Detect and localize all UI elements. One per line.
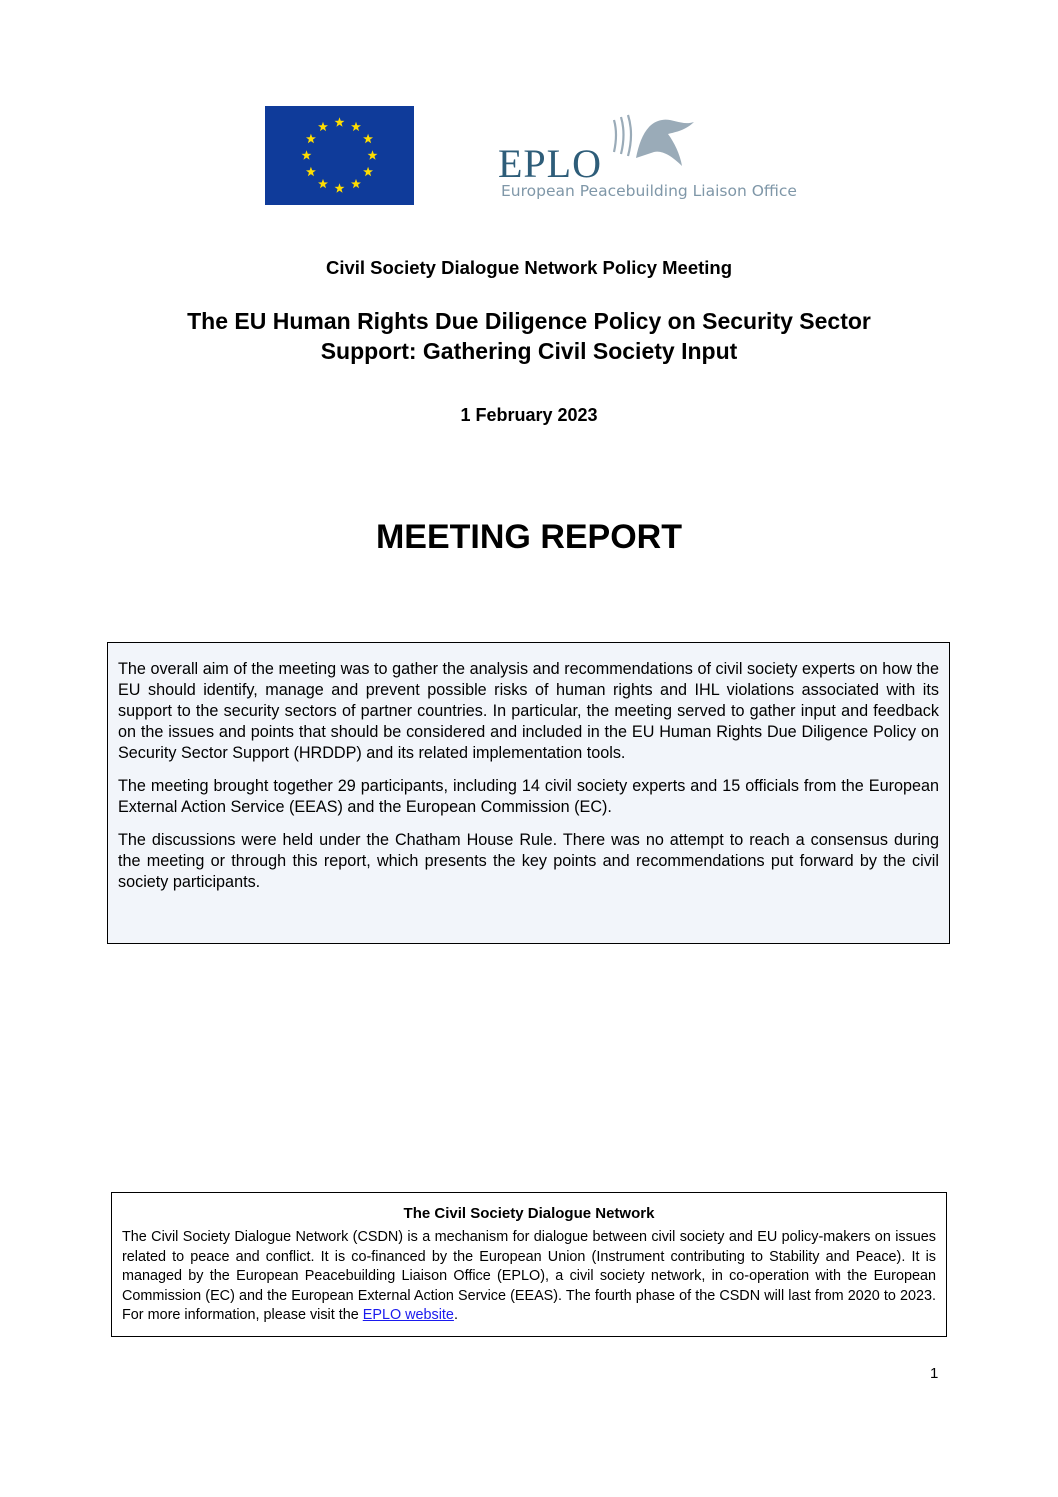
- report-title-line-2: Support: Gathering Civil Society Input: [320, 338, 738, 364]
- eu-star-icon: [351, 179, 361, 188]
- report-title-line-1: The EU Human Rights Due Diligence Policy on Security Sector: [187, 308, 871, 334]
- meeting-date: 1 February 2023: [460, 405, 598, 425]
- csdn-box-text: [122, 1228, 936, 1326]
- eu-star-icon: [306, 134, 316, 143]
- eplo-wordmark: EPLO: [498, 141, 602, 186]
- report-title: [0, 306, 1058, 366]
- csdn-text-end: .: [453, 1307, 458, 1323]
- summary-box: [107, 642, 950, 944]
- eu-star-icon: [335, 117, 345, 126]
- summary-paragraph-2: The meeting brought together 29 participants, including 14 civil society experts and 15 officials from the European External Action Service (EEAS) and the European Commission (EC).: [118, 777, 939, 816]
- eplo-tagline: European Peacebuilding Liaison Office: [501, 182, 797, 200]
- eu-star-icon: [335, 183, 345, 192]
- eu-star-icon: [318, 179, 328, 188]
- eu-star-icon: [302, 150, 312, 159]
- eu-star-icon: [318, 122, 328, 131]
- eu-flag-icon: [265, 106, 414, 205]
- network-title: Civil Society Dialogue Network Policy Meeting: [325, 257, 733, 278]
- csdn-box-title: The Civil Society Dialogue Network: [403, 1205, 655, 1222]
- summary-paragraph-1: The overall aim of the meeting was to gather the analysis and recommendations of civil society experts on how the EU should identify, manage and prevent possible risks of human rights and IHL violations associated with its support to the security sectors of partner countries. In particular, the meeting served to gather input and feedback on the issues and points that should be considered and included in the EU Human Rights Due Diligence Policy on Security Sector Support (HRDDP) and its related implementation tools.: [118, 660, 939, 762]
- csdn-body-text: The Civil Society Dialogue Network (CSDN) is a mechanism for dialogue between civil society and EU policy-makers on issues related to peace and conflict. It is co-financed by the European Union (Instrument contributing to Stability and Peace). It is managed by the European Peacebuilding Liaison Office (EPLO), a civil society network, in co-operation with the European Commission (EC) and the European External Action Service (EEAS). The fourth phase of the CSDN will last from 2020 to 2023. For more information, please visit the: [122, 1229, 936, 1323]
- page-number: 1: [930, 1365, 939, 1382]
- csdn-info-box: [111, 1192, 947, 1337]
- summary-paragraph-3: The discussions were held under the Chatham House Rule. There was no attempt to reach a consensus during the meeting or through this report, which presents the key points and recommendations put forward by the civil society participants.: [118, 831, 939, 891]
- eu-star-icon: [351, 122, 361, 131]
- eu-star-icon: [368, 150, 378, 159]
- eu-star-icon: [363, 167, 373, 176]
- eu-star-icon: [306, 167, 316, 176]
- eu-star-icon: [363, 134, 373, 143]
- eplo-logo: [498, 112, 797, 207]
- eplo-website-link[interactable]: EPLO website: [362, 1307, 454, 1323]
- meeting-report-heading: MEETING REPORT: [375, 518, 683, 556]
- eplo-bird-icon: [610, 112, 700, 172]
